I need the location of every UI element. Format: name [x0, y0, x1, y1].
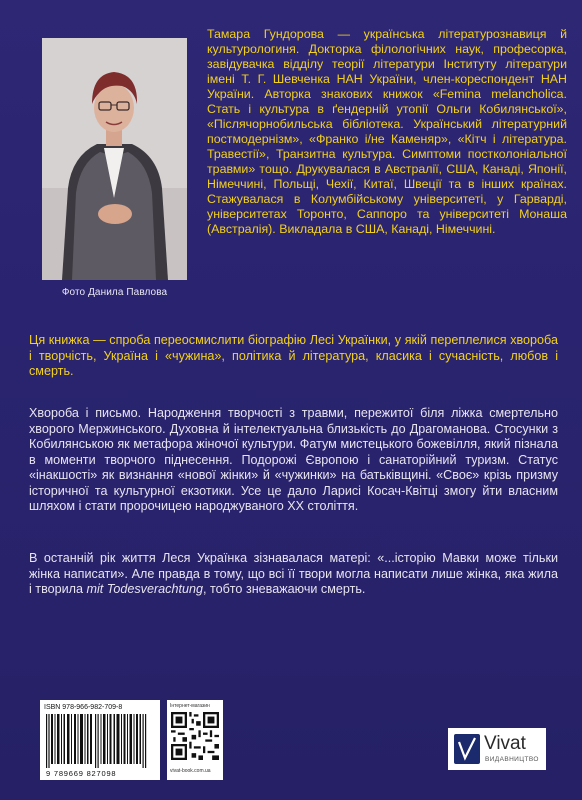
qr-code-block[interactable] — [167, 700, 223, 780]
publisher-subtitle: ВИДАВНИЦТВО — [485, 756, 539, 763]
qr-url: vivat-book.com.ua — [170, 768, 211, 774]
author-bio-text: Тамара Гундорова — українська літературознавиця й культурологиня. Докторка філологічних наук, професорка, завідувачка відділу теорії літератури Інституту літератури імені Т. Г. Шевченка НАН України, член-кореспондент НАН України. Авторка знакових книжок «Femina melancholica. Стать і культура в ґендерній утопії Ольги Кобилянської», «Післячорнобильська бібліотека. Український літературний постмодернізм», «Франко і/не Каменяр», «Кітч і література. Травестії», Транзитна культура. Симптоми постколоніальної травми» тощо. Друкувалася в Австралії, США, Канаді, Японії, Німеччині, Польщі, Чехії, Китаї, Швеції та в інших країнах. Стажувалася в Колумбійському університеті, у Гарварді, університетах Торонто, Саппоро та університеті Монаша (Австралія). Викладала в США, Канаді, Німеччині. — [207, 27, 567, 236]
isbn-label: ISBN 978-966-982-709-8 — [44, 704, 123, 711]
book-themes: Хвороба і письмо. Народження творчості з травми, пережитої біля ліжка смертельно хворого Мержинського. Духовна й інтелектуальна близькість до Драгоманова. Стосунки з Кобилянською як метафора жіночої культури. Фатум мистецького божевілля, який пізнала в моменти творчого піднесення. Подорожі Європою і санаторійний туризм. Статус «інакшості» як визнання «нової жінки» й «чужинки» на батьківщині. «Своє» крізь призму історичної та культурної екзотики. Усе це дало Ларисі Косач-Квітці змогу йти власним шляхом і стати пророчицею народжуваного ХХ століття. — [29, 406, 558, 513]
qr-title: Інтернет-магазин — [170, 703, 210, 709]
photo-caption: Фото Данила Павлова — [61, 287, 168, 298]
isbn-barcode — [40, 700, 160, 780]
closing-text-start: В останній рік життя Леся Українка зізнавалася матері: «...історію Мавки може тільки жінка написати». Але правда в тому, що всі її твори могла написати лише жінка, яка жила і творила — [29, 551, 558, 596]
closing-text-end: , тобто зневажаючи смерть. — [202, 582, 366, 596]
publisher-logo — [448, 728, 546, 770]
book-intro: Ця книжка — спроба переосмислити біографію Лесі Українки, у якій переплелися хвороба і творчість, Україна і «чужина», політика й література, класика і сучасність, любов і смерть. — [29, 333, 558, 378]
author-bio — [207, 27, 567, 237]
barcode-icon — [46, 714, 154, 768]
barcode-digits: 9 789669 827098 — [46, 769, 117, 778]
author-photo — [42, 38, 187, 280]
qr-code-icon[interactable] — [171, 712, 219, 760]
publisher-name: Vivat — [484, 733, 526, 754]
closing-emphasis: mit Todesverachtung — [86, 582, 203, 596]
book-closing-quote — [29, 551, 558, 598]
vivat-logo-icon — [454, 734, 480, 764]
